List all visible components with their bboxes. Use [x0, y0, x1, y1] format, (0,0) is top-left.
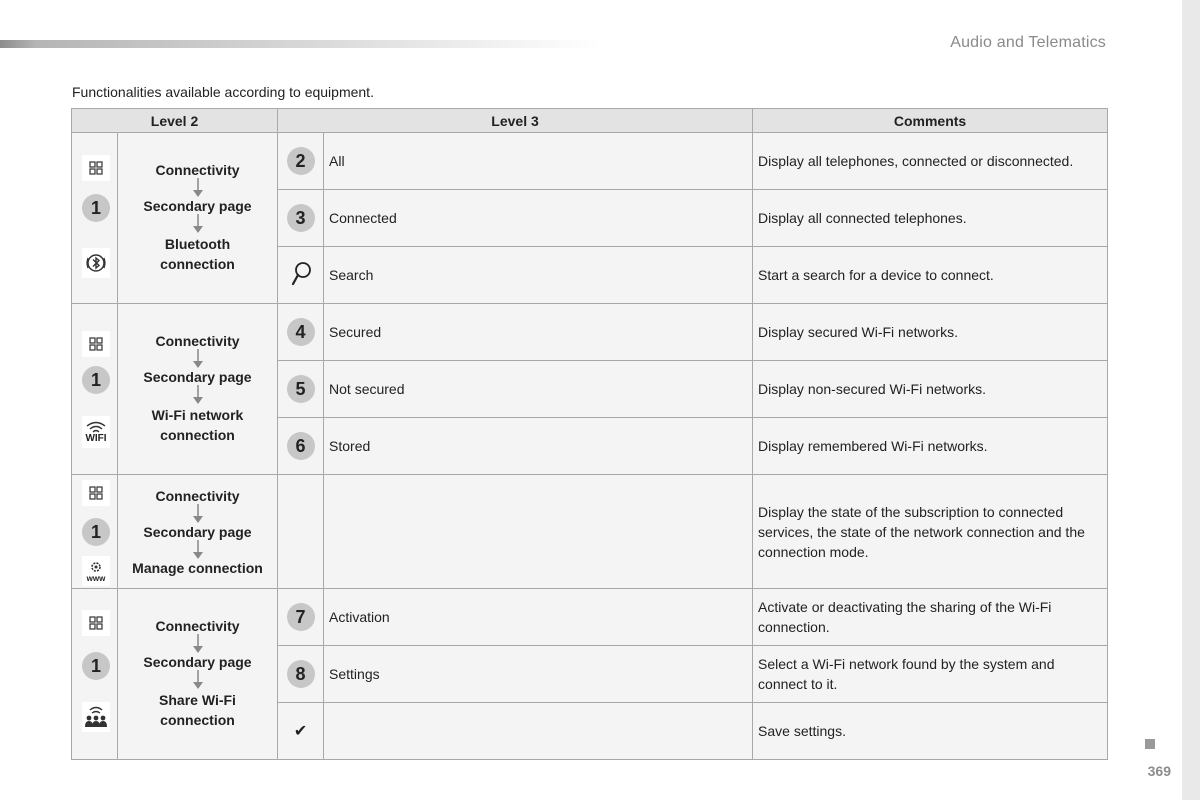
level3-item: Activation: [324, 589, 753, 646]
comment-cell: Display all telephones, connected or disconnected.: [753, 133, 1108, 190]
comment-cell: Start a search for a device to connect.: [753, 247, 1108, 304]
level3-item: Secured: [324, 304, 753, 361]
arrow-down-icon: [192, 178, 204, 198]
level3-item: All: [324, 133, 753, 190]
intro-text: Functionalities available according to equipment.: [72, 84, 374, 100]
level2-step: Connectivity: [155, 333, 240, 349]
level2-step: Share Wi-Fi connection: [159, 692, 236, 728]
level2-step: Secondary page: [143, 198, 252, 214]
row-marker: [278, 190, 324, 247]
level2-step: Secondary page: [143, 523, 252, 540]
header-decor-bar: [0, 40, 600, 48]
table-header-row: [72, 109, 1108, 133]
comment-cell: Display remembered Wi-Fi networks.: [753, 418, 1108, 475]
www-gear-icon: [82, 556, 110, 586]
comment-cell: Display secured Wi-Fi networks.: [753, 304, 1108, 361]
row-marker: [278, 418, 324, 475]
number-badge: 3: [287, 204, 315, 232]
arrow-down-icon: [192, 540, 204, 560]
row-marker: [278, 589, 324, 646]
level2-step: Secondary page: [143, 654, 252, 670]
level3-item: Stored: [324, 418, 753, 475]
row-marker: [278, 475, 324, 589]
arrow-down-icon: [192, 385, 204, 405]
comment-cell: Display all connected telephones.: [753, 190, 1108, 247]
number-badge: 6: [287, 432, 315, 460]
grid-icon: [82, 610, 110, 636]
level2-step: Bluetooth connection: [160, 236, 235, 272]
row-marker: [278, 133, 324, 190]
level2-step: Connectivity: [155, 487, 240, 504]
level2-share: [118, 589, 278, 760]
row-marker: [278, 361, 324, 418]
group-icons-bluetooth: [72, 133, 118, 304]
comment-cell: Display non-secured Wi-Fi networks.: [753, 361, 1108, 418]
level2-wifi: [118, 304, 278, 475]
level3-item: [324, 475, 753, 589]
functionality-table: [71, 108, 1108, 760]
table-row: [72, 589, 1108, 646]
number-badge: 5: [287, 375, 315, 403]
number-badge: 4: [287, 318, 315, 346]
end-of-section-marker: [1145, 739, 1155, 749]
arrow-down-icon: [192, 214, 204, 234]
section-title: Audio and Telematics: [950, 34, 1106, 51]
level3-item: Search: [324, 247, 753, 304]
table-row: [72, 133, 1108, 190]
number-badge: 7: [287, 603, 315, 631]
header-level2: Level 2: [72, 109, 278, 133]
group-icons-wifi: [72, 304, 118, 475]
grid-icon: [82, 480, 110, 506]
level-one-marker: 1: [82, 194, 110, 222]
wifi-icon: [82, 416, 110, 448]
level3-item: Settings: [324, 646, 753, 703]
comment-cell: Display the state of the subscription to connected services, the state of the network connection and the connection mode.: [753, 475, 1108, 589]
table-row: [72, 475, 1108, 589]
bluetooth-icon: [82, 248, 110, 278]
row-marker: [278, 304, 324, 361]
level3-item: Not secured: [324, 361, 753, 418]
level2-bluetooth: [118, 133, 278, 304]
header-level3: Level 3: [278, 109, 753, 133]
arrow-down-icon: [192, 634, 204, 654]
arrow-down-icon: [192, 670, 204, 690]
level-one-marker: 1: [82, 652, 110, 680]
level-one-marker: 1: [82, 518, 110, 546]
number-badge: 8: [287, 660, 315, 688]
level2-step: Connectivity: [155, 162, 240, 178]
wifi-label: WIFI: [85, 432, 107, 444]
search-icon: [290, 261, 312, 287]
grid-icon: [82, 155, 110, 181]
level2-step: Connectivity: [155, 618, 240, 634]
number-badge: 2: [287, 147, 315, 175]
page-number: 369: [1147, 763, 1171, 779]
comment-cell: Select a Wi-Fi network found by the system and connect to it.: [753, 646, 1108, 703]
level2-manage: [118, 475, 278, 589]
comment-cell: Activate or deactivating the sharing of the Wi-Fi connection.: [753, 589, 1108, 646]
level2-step: Manage connection: [132, 559, 263, 576]
header-comments: Comments: [753, 109, 1108, 133]
row-marker: [278, 646, 324, 703]
arrow-down-icon: [192, 349, 204, 369]
www-label: www: [86, 573, 106, 583]
page-edge-strip: [1182, 0, 1200, 800]
comment-cell: Save settings.: [753, 703, 1108, 760]
level-one-marker: 1: [82, 366, 110, 394]
group-icons-manage: [72, 475, 118, 589]
share-wifi-icon: [82, 702, 110, 732]
grid-icon: [82, 331, 110, 357]
table-row: [72, 304, 1108, 361]
row-marker: [278, 703, 324, 760]
check-icon: ✔: [293, 723, 308, 740]
level2-step: Wi-Fi network connection: [151, 407, 244, 443]
arrow-down-icon: [192, 504, 204, 524]
level2-step: Secondary page: [143, 369, 252, 385]
group-icons-share: [72, 589, 118, 760]
row-marker: [278, 247, 324, 304]
level3-item: Connected: [324, 190, 753, 247]
level3-item: [324, 703, 753, 760]
